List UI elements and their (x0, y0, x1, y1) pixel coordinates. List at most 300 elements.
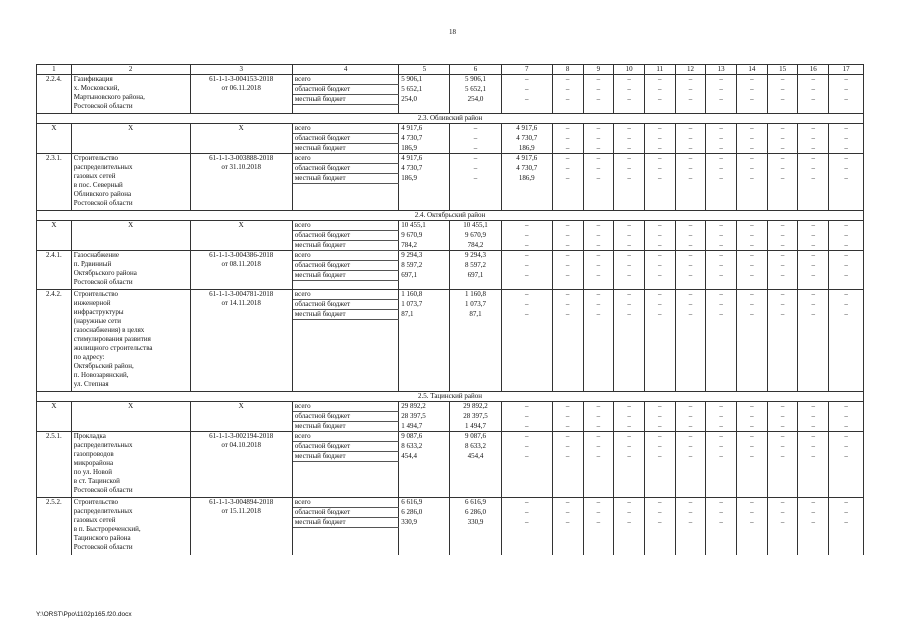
dash-cell: – (798, 241, 829, 251)
item-code-line: 61-1-1-3-004894-2018 (209, 498, 274, 506)
value-col6: 9 670,9 (450, 231, 501, 241)
empty-cell (644, 281, 675, 290)
value-col7: – (501, 432, 552, 442)
dash-cell: – (614, 452, 645, 462)
dash-cell: – (737, 402, 768, 412)
value-col5: 1 494,7 (399, 422, 450, 432)
value-col7: – (501, 85, 552, 95)
value-col5: 4 917,6 (399, 124, 450, 134)
empty-cell (501, 105, 552, 114)
empty-cell (614, 184, 645, 211)
dash-cell: – (583, 174, 614, 184)
value-col7: – (501, 310, 552, 320)
dash-cell: – (706, 442, 737, 452)
dash-cell: – (552, 174, 583, 184)
dash-cell: – (552, 85, 583, 95)
dash-cell: – (798, 164, 829, 174)
dash-cell: – (583, 271, 614, 281)
empty-cell (399, 462, 450, 498)
item-code-line: 61-1-1-3-002194-2018 (209, 432, 274, 440)
header-cell: 17 (829, 65, 864, 75)
item-name-line: распределительных (73, 507, 133, 515)
page-number: 18 (449, 28, 456, 36)
dash-cell: – (583, 310, 614, 320)
dash-cell: – (583, 518, 614, 528)
empty-cell (292, 320, 398, 392)
dash-cell: – (829, 85, 864, 95)
empty-cell (737, 184, 768, 211)
dash-cell: – (644, 85, 675, 95)
value-col6: 8 633,2 (450, 442, 501, 452)
dash-cell: – (706, 271, 737, 281)
dash-cell: – (644, 124, 675, 134)
dash-cell: – (767, 452, 798, 462)
dash-cell: – (614, 432, 645, 442)
empty-cell (292, 462, 398, 498)
section-row (37, 392, 864, 402)
dash-cell: – (706, 452, 737, 462)
dash-cell: – (767, 144, 798, 154)
empty-cell (644, 528, 675, 555)
dash-cell: – (583, 442, 614, 452)
empty-cell (675, 281, 706, 290)
dash-cell: – (644, 251, 675, 261)
dash-cell: – (675, 241, 706, 251)
budget-source: местный бюджет (292, 241, 398, 251)
value-col7: – (501, 231, 552, 241)
dash-cell: – (798, 290, 829, 300)
item-name-line: в пос. Северный (73, 181, 123, 189)
value-col7: 4 730,7 (501, 164, 552, 174)
value-col7: – (501, 518, 552, 528)
dash-cell: – (767, 134, 798, 144)
value-col6: 28 397,5 (450, 412, 501, 422)
dash-cell: – (767, 310, 798, 320)
budget-source: всего (292, 432, 398, 442)
dash-cell: – (706, 75, 737, 85)
dash-cell: – (583, 241, 614, 251)
dash-cell: – (675, 498, 706, 508)
dash-cell: – (614, 134, 645, 144)
value-col5: 254,0 (399, 95, 450, 105)
dash-cell: – (552, 221, 583, 231)
dash-cell: – (737, 432, 768, 442)
value-col5: 454,4 (399, 452, 450, 462)
dash-cell: – (829, 271, 864, 281)
item-name-line: по ул. Новой (73, 468, 113, 476)
dash-cell: – (737, 261, 768, 271)
dash-cell: – (706, 231, 737, 241)
header-cell: 16 (798, 65, 829, 75)
empty-cell (614, 528, 645, 555)
item-name-line: по адресу: (73, 353, 105, 361)
dash-cell: – (798, 452, 829, 462)
value-col5: 8 597,2 (399, 261, 450, 271)
header-cell: 2 (71, 65, 190, 75)
empty-cell (798, 528, 829, 555)
item-name-line: микрорайона (73, 459, 114, 467)
value-col5: 6 616,9 (399, 498, 450, 508)
budget-source: местный бюджет (292, 144, 398, 154)
item-name-line: п. Новозарянский, (73, 371, 129, 379)
dash-cell: – (829, 144, 864, 154)
dash-cell: – (583, 300, 614, 310)
dash-cell: – (644, 412, 675, 422)
dash-cell: – (798, 134, 829, 144)
dash-cell: – (737, 231, 768, 241)
empty-cell (399, 320, 450, 392)
item-code (190, 221, 292, 251)
header-row (37, 65, 864, 75)
dash-cell: – (767, 85, 798, 95)
empty-cell (552, 462, 583, 498)
dash-cell: – (583, 231, 614, 241)
item-name-line: Ростовской области (73, 543, 133, 551)
value-col7: – (501, 498, 552, 508)
item-name-line: газовых сетей (73, 172, 116, 180)
dash-cell: – (675, 412, 706, 422)
budget-source: областной бюджет (292, 261, 398, 271)
value-col5: 8 633,2 (399, 442, 450, 452)
dash-cell: – (675, 310, 706, 320)
item-name-line: газопроводов (73, 450, 114, 458)
budget-source: областной бюджет (292, 85, 398, 95)
value-col6: – (450, 164, 501, 174)
dash-cell: – (675, 452, 706, 462)
empty-cell (675, 320, 706, 392)
item-name-line: жилищного строительства (73, 344, 153, 352)
item-name (71, 498, 190, 555)
dash-cell: – (737, 95, 768, 105)
dash-cell: – (829, 241, 864, 251)
dash-cell: – (737, 498, 768, 508)
dash-cell: – (583, 261, 614, 271)
empty-cell (614, 320, 645, 392)
empty-cell (829, 281, 864, 290)
item-name-line: Строительство (73, 154, 119, 162)
dash-cell: – (644, 231, 675, 241)
item-name-line: X (128, 124, 134, 132)
empty-cell (292, 105, 398, 114)
empty-cell (450, 462, 501, 498)
dash-cell: – (675, 290, 706, 300)
budget-source: областной бюджет (292, 300, 398, 310)
item-name-line: Строительство (73, 290, 119, 298)
dash-cell: – (737, 452, 768, 462)
item-name-line: ул. Степная (73, 380, 109, 388)
empty-cell (767, 281, 798, 290)
dash-cell: – (614, 498, 645, 508)
dash-cell: – (552, 310, 583, 320)
header-cell: 8 (552, 65, 583, 75)
dash-cell: – (675, 508, 706, 518)
dash-cell: – (767, 241, 798, 251)
dash-cell: – (614, 231, 645, 241)
dash-cell: – (675, 85, 706, 95)
empty-cell (737, 281, 768, 290)
budget-source: местный бюджет (292, 452, 398, 462)
dash-cell: – (737, 75, 768, 85)
dash-cell: – (798, 221, 829, 231)
header-cell: 6 (450, 65, 501, 75)
table-row (37, 221, 864, 231)
item-name-line: (наружные сети (73, 317, 122, 325)
value-col5: 4 730,7 (399, 134, 450, 144)
dash-cell: – (767, 231, 798, 241)
item-number: X (37, 221, 72, 251)
dash-cell: – (829, 452, 864, 462)
dash-cell: – (829, 300, 864, 310)
dash-cell: – (583, 134, 614, 144)
value-col7: – (501, 412, 552, 422)
dash-cell: – (552, 241, 583, 251)
dash-cell: – (767, 154, 798, 164)
dash-cell: – (583, 221, 614, 231)
value-col6: 9 087,6 (450, 432, 501, 442)
value-col7: – (501, 300, 552, 310)
dash-cell: – (767, 221, 798, 231)
dash-cell: – (798, 174, 829, 184)
dash-cell: – (706, 154, 737, 164)
item-name-line: Прокладка (73, 432, 106, 440)
dash-cell: – (614, 412, 645, 422)
dash-cell: – (552, 144, 583, 154)
dash-cell: – (552, 154, 583, 164)
item-name-line: Газоснабжение (73, 251, 119, 259)
dash-cell: – (583, 251, 614, 261)
dash-cell: – (737, 442, 768, 452)
header-cell: 13 (706, 65, 737, 75)
dash-cell: – (798, 508, 829, 518)
header-cell: 7 (501, 65, 552, 75)
item-code-line: X (238, 402, 244, 410)
dash-cell: – (798, 310, 829, 320)
budget-source: местный бюджет (292, 518, 398, 528)
value-col6: 697,1 (450, 271, 501, 281)
section-title: 2.5. Тацинский район (37, 392, 864, 402)
value-col7: – (501, 402, 552, 412)
dash-cell: – (798, 271, 829, 281)
budget-source: всего (292, 154, 398, 164)
item-name-line: Ростовской области (73, 278, 133, 286)
dash-cell: – (798, 144, 829, 154)
empty-cell (450, 528, 501, 555)
dash-cell: – (552, 422, 583, 432)
value-col7: – (501, 221, 552, 231)
empty-cell (583, 462, 614, 498)
empty-cell (552, 528, 583, 555)
item-name-line: газоснабжения) в целях (73, 326, 145, 334)
empty-cell (675, 462, 706, 498)
header-cell: 12 (675, 65, 706, 75)
budget-source: местный бюджет (292, 95, 398, 105)
item-name (71, 154, 190, 211)
dash-cell: – (552, 518, 583, 528)
dash-cell: – (829, 402, 864, 412)
dash-cell: – (644, 221, 675, 231)
dash-cell: – (767, 422, 798, 432)
item-name (71, 432, 190, 498)
dash-cell: – (706, 300, 737, 310)
empty-cell (552, 184, 583, 211)
dash-cell: – (737, 124, 768, 134)
value-col6: 10 455,1 (450, 221, 501, 231)
value-col5: 330,9 (399, 518, 450, 528)
empty-cell (706, 184, 737, 211)
dash-cell: – (583, 154, 614, 164)
dash-cell: – (644, 134, 675, 144)
dash-cell: – (644, 290, 675, 300)
item-code-line: от 14.11.2018 (221, 299, 261, 307)
dash-cell: – (644, 402, 675, 412)
dash-cell: – (829, 508, 864, 518)
empty-cell (706, 281, 737, 290)
dash-cell: – (644, 95, 675, 105)
dash-cell: – (829, 75, 864, 85)
budget-source: областной бюджет (292, 134, 398, 144)
value-col7: – (501, 241, 552, 251)
header-cell: 4 (292, 65, 398, 75)
value-col7: – (501, 271, 552, 281)
budget-source: областной бюджет (292, 508, 398, 518)
dash-cell: – (798, 518, 829, 528)
value-col6: 1 073,7 (450, 300, 501, 310)
value-col5: 5 652,1 (399, 85, 450, 95)
dash-cell: – (706, 95, 737, 105)
dash-cell: – (583, 432, 614, 442)
dash-cell: – (798, 85, 829, 95)
dash-cell: – (583, 508, 614, 518)
dash-cell: – (798, 300, 829, 310)
item-name (71, 221, 190, 251)
dash-cell: – (706, 261, 737, 271)
empty-cell (675, 528, 706, 555)
section-row (37, 211, 864, 221)
item-name-line: X (128, 402, 134, 410)
dash-cell: – (767, 518, 798, 528)
dash-cell: – (644, 422, 675, 432)
dash-cell: – (644, 174, 675, 184)
dash-cell: – (737, 144, 768, 154)
item-number: 2.4.1. (37, 251, 72, 290)
value-col6: 454,4 (450, 452, 501, 462)
budget-source: областной бюджет (292, 442, 398, 452)
item-name-line: Обливского района (73, 190, 132, 198)
dash-cell: – (644, 452, 675, 462)
dash-cell: – (737, 251, 768, 261)
dash-cell: – (767, 164, 798, 174)
dash-cell: – (737, 300, 768, 310)
value-col7: 186,9 (501, 174, 552, 184)
empty-cell (583, 528, 614, 555)
dash-cell: – (583, 85, 614, 95)
empty-cell (675, 184, 706, 211)
dash-cell: – (737, 154, 768, 164)
item-name-line: х. Московский, (73, 84, 120, 92)
value-col7: 4 730,7 (501, 134, 552, 144)
value-col6: – (450, 174, 501, 184)
dash-cell: – (552, 300, 583, 310)
item-name-line: Строительство (73, 498, 119, 506)
table-row (37, 432, 864, 442)
item-name-line: инженерной (73, 299, 111, 307)
dash-cell: – (552, 124, 583, 134)
item-code (190, 75, 292, 114)
dash-cell: – (829, 422, 864, 432)
dash-cell: – (614, 310, 645, 320)
dash-cell: – (706, 241, 737, 251)
dash-cell: – (644, 75, 675, 85)
empty-cell (767, 184, 798, 211)
empty-cell (644, 105, 675, 114)
value-col6: – (450, 134, 501, 144)
item-code (190, 154, 292, 211)
budget-source: местный бюджет (292, 271, 398, 281)
dash-cell: – (706, 508, 737, 518)
table-row (37, 124, 864, 134)
dash-cell: – (737, 164, 768, 174)
dash-cell: – (614, 518, 645, 528)
dash-cell: – (737, 290, 768, 300)
empty-cell (614, 105, 645, 114)
dash-cell: – (675, 261, 706, 271)
value-col5: 9 294,3 (399, 251, 450, 261)
dash-cell: – (737, 241, 768, 251)
dash-cell: – (767, 95, 798, 105)
empty-cell (706, 528, 737, 555)
budget-source: всего (292, 498, 398, 508)
item-code-line: от 31.10.2018 (221, 163, 262, 171)
dash-cell: – (829, 310, 864, 320)
dash-cell: – (767, 402, 798, 412)
dash-cell: – (552, 231, 583, 241)
dash-cell: – (614, 154, 645, 164)
budget-source: областной бюджет (292, 231, 398, 241)
empty-cell (767, 105, 798, 114)
item-code (190, 432, 292, 498)
empty-cell (583, 105, 614, 114)
dash-cell: – (644, 300, 675, 310)
item-name-line: распределительных (73, 441, 133, 449)
value-col6: 29 892,2 (450, 402, 501, 412)
item-code-line: 61-1-1-3-003888-2018 (209, 154, 274, 162)
item-number: 2.4.2. (37, 290, 72, 392)
dash-cell: – (737, 508, 768, 518)
section-title: 2.3. Обливский район (37, 114, 864, 124)
empty-cell (450, 281, 501, 290)
dash-cell: – (706, 174, 737, 184)
budget-source: местный бюджет (292, 310, 398, 320)
dash-cell: – (829, 498, 864, 508)
dash-cell: – (583, 124, 614, 134)
dash-cell: – (614, 300, 645, 310)
dash-cell: – (798, 124, 829, 134)
dash-cell: – (675, 144, 706, 154)
dash-cell: – (767, 124, 798, 134)
value-col7: – (501, 95, 552, 105)
dash-cell: – (552, 498, 583, 508)
item-code-line: 61-1-1-3-004153-2018 (209, 75, 274, 83)
header-cell: 3 (190, 65, 292, 75)
empty-cell (450, 184, 501, 211)
dash-cell: – (829, 154, 864, 164)
dash-cell: – (829, 124, 864, 134)
dash-cell: – (706, 85, 737, 95)
dash-cell: – (798, 251, 829, 261)
value-col6: 9 294,3 (450, 251, 501, 261)
dash-cell: – (614, 290, 645, 300)
table-row (37, 75, 864, 85)
